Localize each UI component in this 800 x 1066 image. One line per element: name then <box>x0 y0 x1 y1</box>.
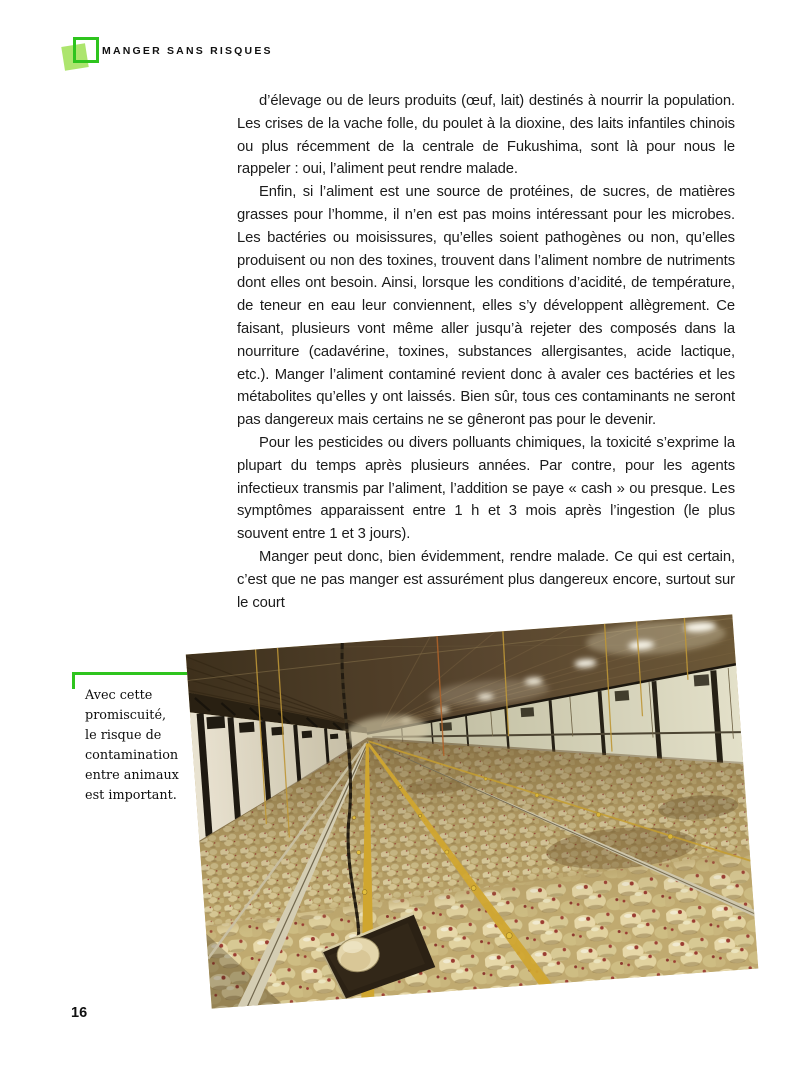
paragraph: d’élevage ou de leurs produits (œuf, lait) destinés à nourrir la population. Les crises de la vache folle, du poulet à la dioxine, des laits infantiles chinois ou plus récemment de la centrale de Fukushima, sont là pour nous le rappeler : oui, l’aliment peut rendre malade. <box>237 93 735 178</box>
caption-line: le risque de <box>85 728 162 743</box>
caption-line: promiscuité, <box>85 708 167 723</box>
caption-line: entre animaux <box>85 768 179 783</box>
caption-line: est important. <box>85 788 177 803</box>
photo-color-cast <box>186 614 759 1008</box>
running-head-title: MANGER SANS RISQUES <box>102 45 273 57</box>
photo-caption <box>85 686 195 806</box>
caption-line: contamination <box>85 748 179 763</box>
paragraph: Manger peut donc, bien évidemment, rendre malade. Ce qui est certain, c’est que ne pas manger est assurément plus dangereux encore, surtout sur le court <box>237 548 735 611</box>
paragraph: Enfin, si l’aliment est une source de protéines, de sucres, de matières grasses pour l’homme, il n’en est pas moins intéressant pour les microbes. Les bactéries ou moisissures, qu’elles soient pathogènes ou non, qu’elles produisent ou non des toxines, trouvent dans l’aliment nombre de nutriments dont elles ont besoin. Ainsi, lorsque les conditions d’acidité, de température, de teneur en eau leur conviennent, elles s’y développent allègrement. Ce faisant, plusieurs vont même aller jusqu’à rejeter des composés dans la nourriture (cadavérine, toxines, substances allergisantes, acide lactique, etc.). Manger l’aliment contaminé revient donc à avaler ces bactéries et les métabolites qu’elles y ont laissés. Bien sûr, tous ces contaminants ne seront pas dangereux mais certains ne se gêneront pas pour le devenir. <box>237 184 735 429</box>
article-text <box>237 90 735 614</box>
poultry-house-illustration <box>186 614 759 1008</box>
poultry-house-photo <box>186 614 759 1008</box>
paragraph: Pour les pesticides ou divers polluants chimiques, la toxicité s’exprime la plupart du temps après plusieurs années. Par contre, pour les agents infectieux transmis par l’aliment, l’addition se paye « cash » ou presque. Les symptômes apparaissent entre 1 h et 3 mois après l’ingestion (le plus souvent entre 1 et 3 jours). <box>237 434 735 543</box>
page-number: 16 <box>71 1005 88 1021</box>
caption-line: Avec cette <box>85 688 153 703</box>
caption-bracket-vertical-rule <box>72 672 75 689</box>
caption-bracket-horizontal-rule <box>72 672 194 675</box>
logo-outline-square-icon <box>73 37 99 63</box>
